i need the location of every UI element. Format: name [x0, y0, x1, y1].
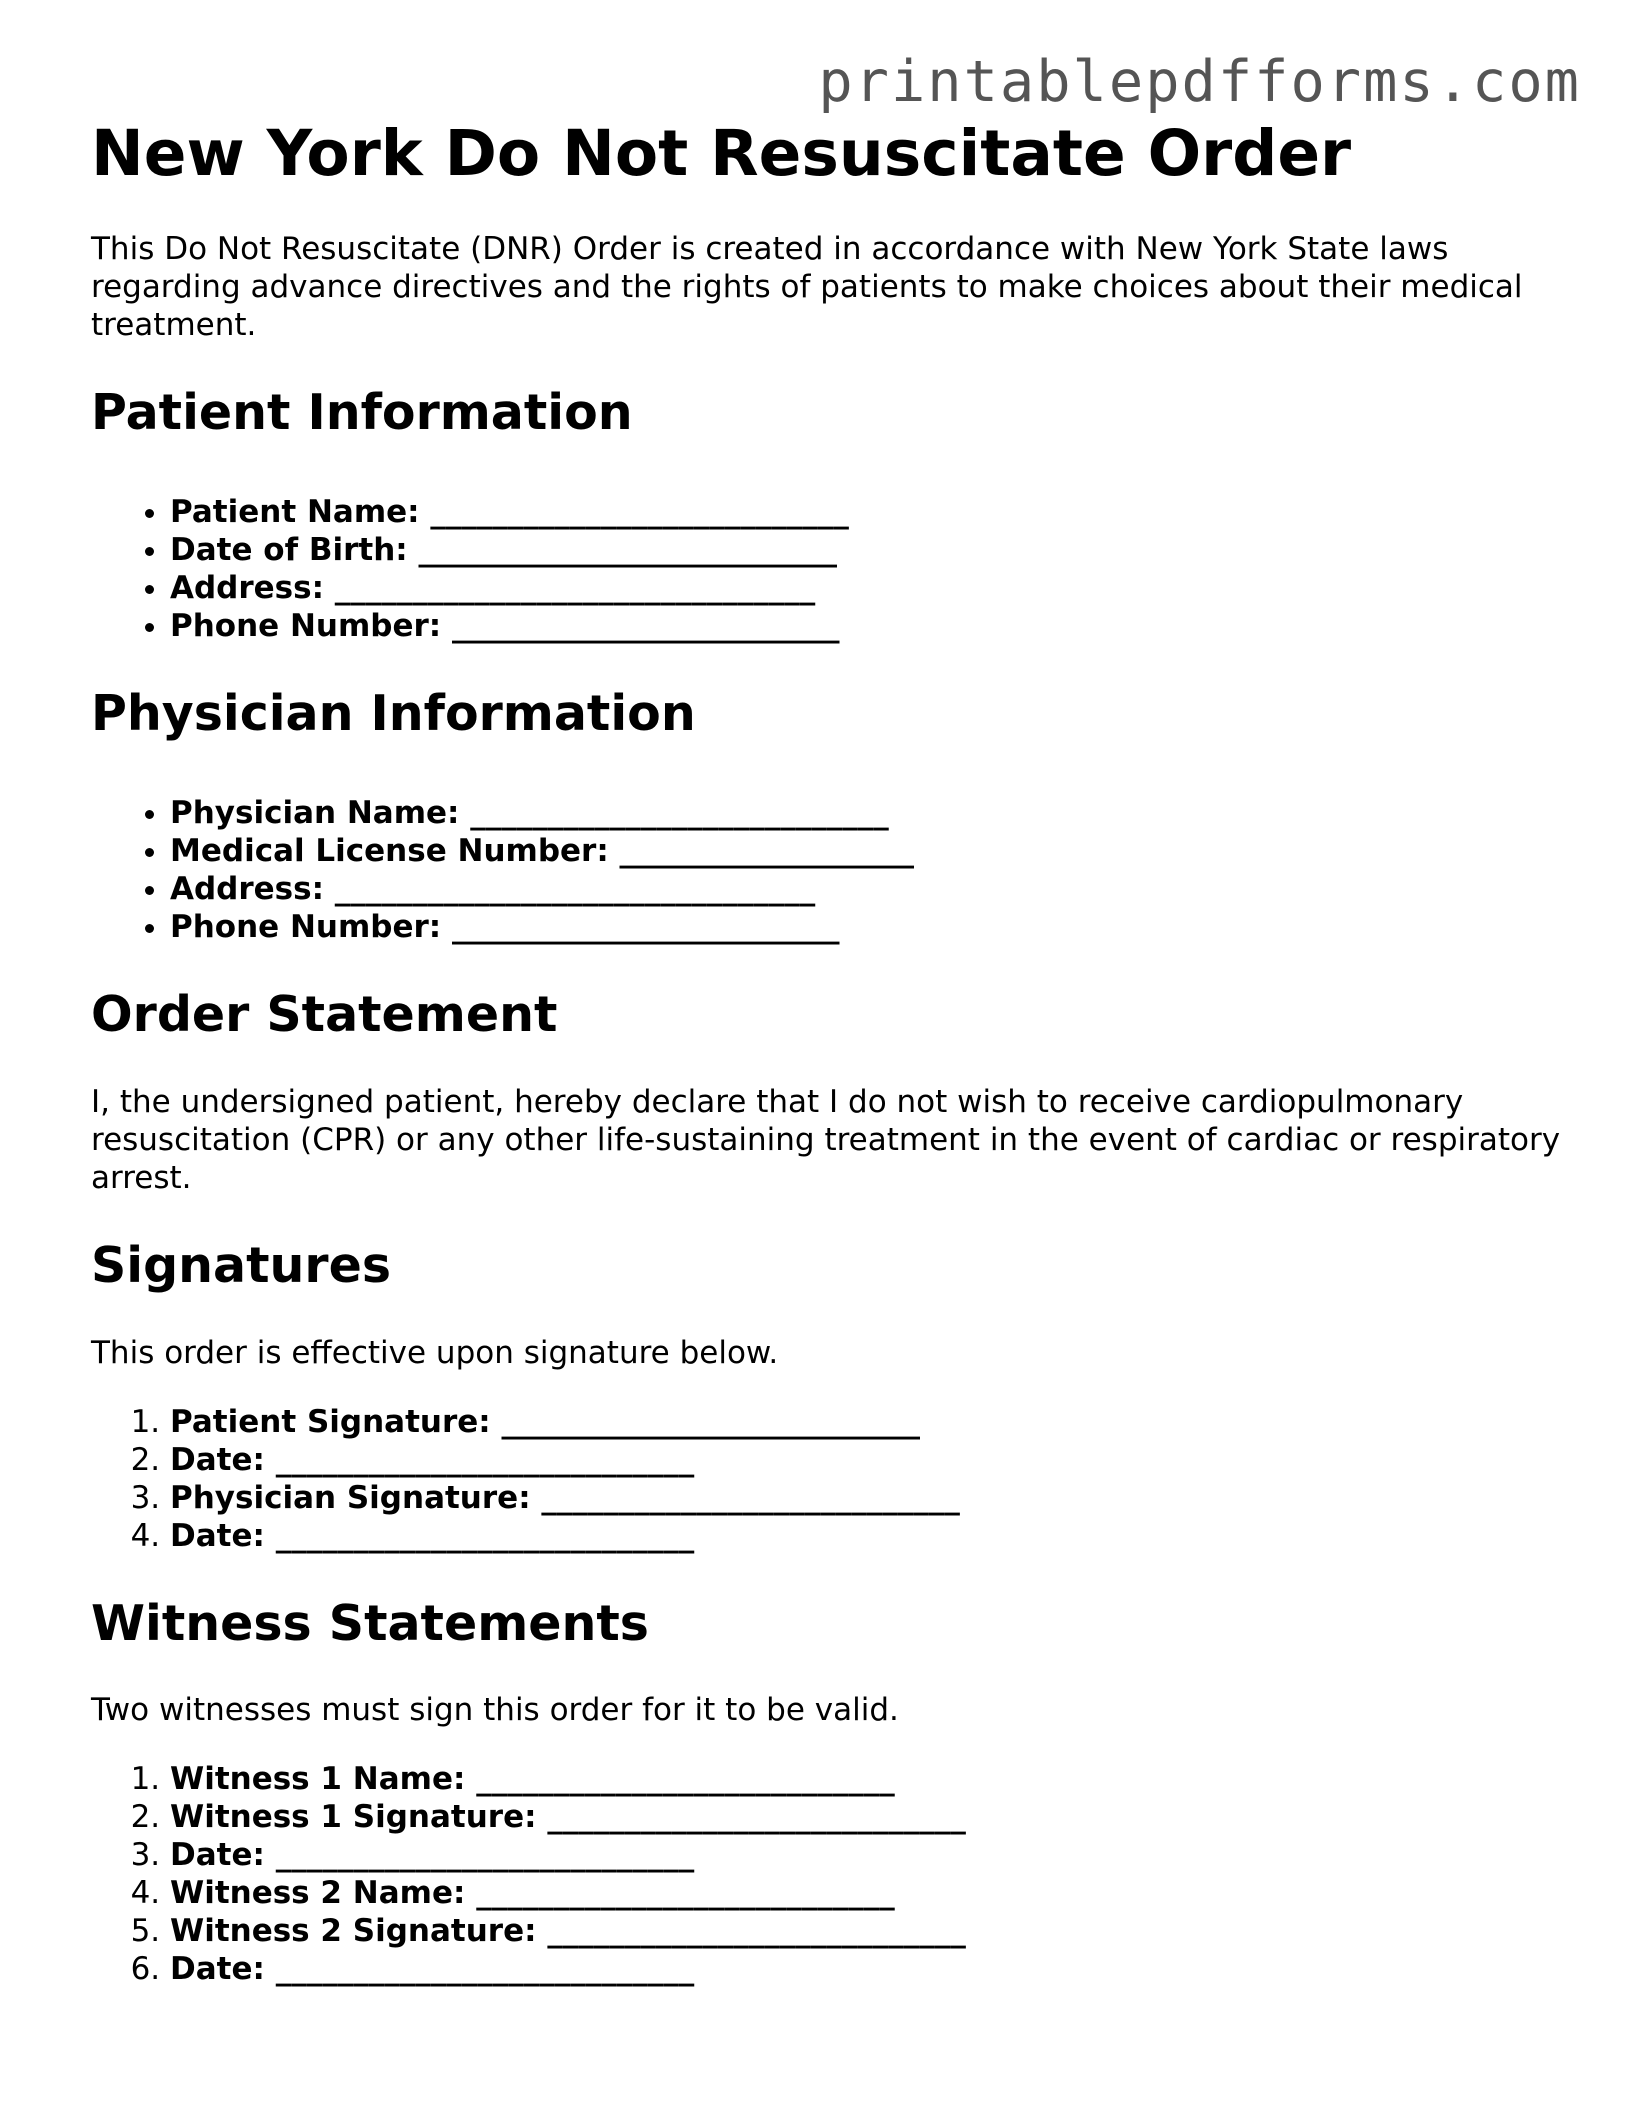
physician-signature-date-field[interactable]: 4. Date: ___________________________: [170, 1517, 1561, 1555]
physician-heading: Physician Information: [91, 685, 696, 743]
patient-dob-field[interactable]: • Date of Birth: ___________________________: [170, 531, 1561, 569]
document: [91, 118, 1561, 1988]
patient-fields: [91, 493, 1561, 645]
patient-name-field[interactable]: • Patient Name: ___________________________: [170, 493, 1561, 531]
witness-2-date-field[interactable]: 6. Date: ___________________________: [170, 1950, 1561, 1988]
witness-1-signature-field[interactable]: 2. Witness 1 Signature: ___________________________: [170, 1798, 1561, 1836]
watermark: printablepdfforms.com: [818, 49, 1581, 115]
intro-paragraph: This Do Not Resuscitate (DNR) Order is created in accordance with New York State laws regarding advance directives and the rights of patients to make choices about their medical treatment.: [91, 231, 1523, 344]
witness-1-name-field[interactable]: 1. Witness 1 Name: ___________________________: [170, 1760, 1561, 1798]
patient-signature-field[interactable]: 1. Patient Signature: ___________________________: [170, 1403, 1561, 1441]
physician-address-field[interactable]: • Address: _______________________________: [170, 870, 1561, 908]
signature-fields: [91, 1403, 1561, 1555]
witness-1-date-field[interactable]: 3. Date: ___________________________: [170, 1836, 1561, 1874]
physician-license-field[interactable]: • Medical License Number: ___________________: [170, 832, 1561, 870]
witness-2-name-field[interactable]: 4. Witness 2 Name: ___________________________: [170, 1874, 1561, 1912]
signatures-text: This order is effective upon signature below.: [91, 1334, 779, 1371]
patient-phone-field[interactable]: • Phone Number: _________________________: [170, 607, 1561, 645]
patient-signature-date-field[interactable]: 2. Date: ___________________________: [170, 1441, 1561, 1479]
physician-phone-field[interactable]: • Phone Number: _________________________: [170, 908, 1561, 946]
order-statement: I, the undersigned patient, hereby declare that I do not wish to receive cardiopulmonary resuscitation (CPR) or any other life-sustaining treatment in the event of cardiac or respiratory arrest.: [91, 1083, 1561, 1196]
witness-fields: [91, 1760, 1561, 1988]
signatures-heading: Signatures: [91, 1236, 391, 1294]
patient-address-field[interactable]: • Address: _______________________________: [170, 569, 1561, 607]
physician-signature-field[interactable]: 3. Physician Signature: ___________________________: [170, 1479, 1561, 1517]
page-title: New York Do Not Resuscitate Order: [91, 117, 1352, 190]
witness-heading: Witness Statements: [91, 1594, 649, 1652]
order-heading: Order Statement: [91, 986, 558, 1044]
patient-heading: Patient Information: [91, 384, 633, 442]
physician-fields: [91, 794, 1561, 946]
witness-text: Two witnesses must sign this order for it to be valid.: [91, 1692, 899, 1729]
physician-name-field[interactable]: • Physician Name: ___________________________: [170, 794, 1561, 832]
witness-2-signature-field[interactable]: 5. Witness 2 Signature: ___________________________: [170, 1912, 1561, 1950]
